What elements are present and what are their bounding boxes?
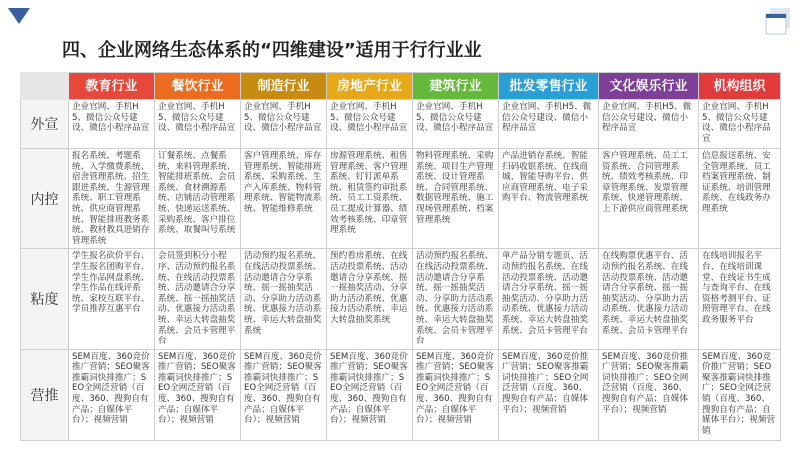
col-header: 制造行业: [241, 73, 327, 100]
table-cell: 客户管理系统、库存管理系统、智能排班系统、采购系统、生产入库系统、物料管理系统、智能物流系统、智能维修系统: [241, 149, 327, 249]
header-blank: [21, 73, 69, 100]
table-cell: 在线培训报名平台、在线培训课堂、在线证书生成与查询平台、在线资格考测平台、证照管理平台、在线政务服务平台: [699, 249, 781, 349]
table-cell: SEM百度、360竞价推广营销；SEO聚客推霸词快排推广；SEO全网泛营销（百度、360、搜狗自有产品；自媒体平台）；视频营销: [327, 349, 413, 440]
table-row: [21, 349, 781, 440]
row-label: 营推: [21, 349, 69, 440]
table-cell: 客户管理系统、员工工资系统、合同管理系统、绩效考核系统、印章管理系统、发票管理系统、快递管理系统、上下游供应商管理系统: [599, 149, 699, 249]
table-cell: SEM百度、360竞价推广营销；SEO聚客推霸词快排推广；SEO全网泛营销（百度、360、搜狗自有产品；自媒体平台）；视频营销: [599, 349, 699, 440]
table-row: [21, 249, 781, 349]
table-cell: 企业官网、手机H5、微信公众号建设、微信小程序品宣: [155, 100, 241, 149]
table-cell: 企业官网、手机H5、微信公众号建设、微信小程序品宣: [599, 100, 699, 149]
col-header: 文化娱乐行业: [599, 73, 699, 100]
table-cell: SEM百度、360竞价推广营销；SEO聚客推霸词快排推广；SEO全网泛营销（百度、360、搜狗自有产品；自媒体平台）；视频营销: [499, 349, 599, 440]
table-cell: 在线购票优惠平台、活动预约报名系统、在线活动投票系统、活动邀请合分享系统、摇一摇抽奖活动、分享助力活动系统、优惠接力活动系统、幸运大转盘抽奖系统、会员卡管理平台: [599, 249, 699, 349]
col-header: 餐饮行业: [155, 73, 241, 100]
col-header: 机构组织: [699, 73, 781, 100]
table-cell: SEM百度、360竞价推广营销；SEO聚客推霸词快排推广；SEO全网泛营销（百度、360、搜狗自有产品；自媒体平台）；视频营销: [413, 349, 499, 440]
table-cell: 企业官网、手机H5、微信公众号建设、微信小程序品宣: [699, 100, 781, 149]
page-title: 四、企业网络生态体系的“四维建设”适用于行行业业: [62, 40, 482, 61]
industry-table: [20, 72, 781, 441]
table-cell: 物料管理系统、采购系统、项目生产管理系统、设计管理系统、合同管理系统、数据管理系统、施工现场管理系统、档案管理系统: [413, 149, 499, 249]
table-cell: SEM百度、360竞价推广营销；SEO聚客推霸词快排推广；SEO全网泛营销（百度、360、搜狗自有产品；自媒体平台）；视频营销: [241, 349, 327, 440]
table-cell: 单产品分销专题页、活动预约报名系统、在线活动投票系统、活动邀请合分享系统、摇一摇抽奖活动、分享助力活动系统、优惠接力活动系统、幸运大转盘抽奖系统、会员卡管理平台: [499, 249, 599, 349]
table-cell: 报名系统、考题系统、入学缴费系统、宿舍管理系统、招生跟进系统、生源管理系统、职工管理系统、供应商管理系统、智能排班教务系统、教材教具进销存管理系统: [69, 149, 155, 249]
col-header: 批发零售行业: [499, 73, 599, 100]
col-header: 教育行业: [69, 73, 155, 100]
table-cell: 企业官网、手机H5、微信公众号建设、微信小程序品宣: [69, 100, 155, 149]
table-cell: 会员签到积分小程序、活动预约报名系统、在线活动投票系统、活动邀请合分享系统、摇一摇抽奖活动、优惠接力活动系统、幸运大转盘抽奖系统、会员卡管理平台: [155, 249, 241, 349]
table-cell: 产品进销存系统、智能扫码收银系统、在线商城、智能导购平台、供应商管理系统、电子采购平台、物流管理系统: [499, 149, 599, 249]
col-header: 房地产行业: [327, 73, 413, 100]
corner-triangle-icon: [8, 8, 30, 24]
table-cell: SEM百度、360竞价推广营销；SEO聚客推霸词快排推广；SEO全网泛营销（百度、360、搜狗自有产品；自媒体平台）；视频营销: [69, 349, 155, 440]
table-cell: 企业官网、手机H5、微信公众号建设、微信小程序品宣: [241, 100, 327, 149]
col-header: 建筑行业: [413, 73, 499, 100]
header-row: [21, 73, 781, 100]
row-label: 外宣: [21, 100, 69, 149]
table-row: [21, 100, 781, 149]
table-cell: SEM百度、360竞价推广营销；SEO聚客推霸词快排推广；SEO全网泛营销（百度、360、搜狗自有产品；自媒体平台）；视频营销: [155, 349, 241, 440]
table-cell: 订餐系统、点餐系统、来料管理系统、智能排班系统、会员系统、食材溯源系统、店铺活动管理系统、快递运送系统、采购系统、客户排位系统、取餐叫号系统: [155, 149, 241, 249]
table-cell: 活动预约报名系统、在线活动投票系统、活动邀请合分享系统、摇一摇抽奖活动、分享助力活动系统、优惠接力活动系统、幸运大转盘抽奖系统、会员卡管理平台: [413, 249, 499, 349]
row-label: 内控: [21, 149, 69, 249]
table-cell: 学生报名砍价平台、学生报名团购平台、学生作品网盘系统、学生作品在线评系统、家校互联平台、学员推荐互惠平台: [69, 249, 155, 349]
corner-fold-icon: [764, 6, 794, 36]
table-cell: 房源管理系统、租售管理系统、客户管理系统、钉钉派单系统、租赁签约审批系统、员工工资系统、员工提成计算器、绩效考核系统、印章管理系统: [327, 149, 413, 249]
table-cell: 信息报送系统、安全管理系统、员工档案管理系统、制证系统、培训管理系统、在线政务办理系统: [699, 149, 781, 249]
table-cell: 活动预约报名系统、在线活动投票系统、活动邀请合分享系统、摇一摇抽奖活动、分享助力活动系统、优惠接力活动系统、幸运大转盘抽奖系统: [241, 249, 327, 349]
table-cell: 企业官网、手机H5、微信公众号建设、微信小程序品宣: [499, 100, 599, 149]
table-cell: 企业官网、手机H5、微信公众号建设、微信小程序品宣: [327, 100, 413, 149]
row-label: 粘度: [21, 249, 69, 349]
table-cell: 预约看房系统、在线活动投票系统、活动邀请合分享系统、摇一摇抽奖活动、分享助力活动系统、优惠接力活动系统、幸运大转盘抽奖系统: [327, 249, 413, 349]
table-row: [21, 149, 781, 249]
table-cell: SEM百度、360竞价推广营销；SEO聚客推霸词快排推广；SEO全网泛营销（百度、360、搜狗自有产品；自媒体平台）；视频营销: [699, 349, 781, 440]
table-cell: 企业官网、手机H5、微信公众号建设、微信小程序品宣: [413, 100, 499, 149]
